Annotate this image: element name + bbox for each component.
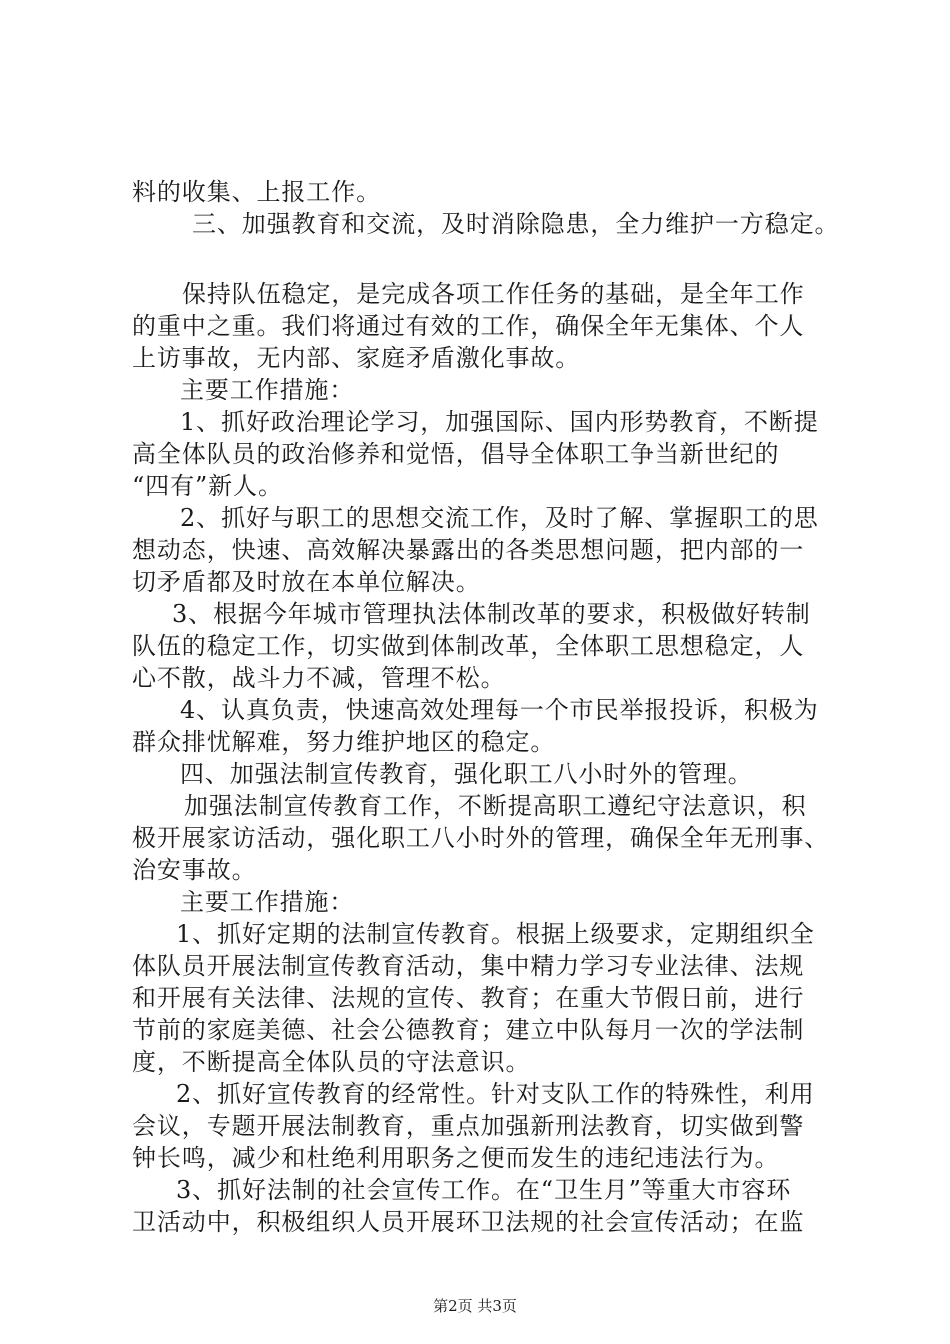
- paragraph: [132, 278, 832, 374]
- paragraph: [132, 758, 832, 790]
- text-line: 极开展家访活动，强化职工八小时外的管理，确保全年无刑事、: [132, 824, 830, 852]
- paragraph: [132, 1174, 832, 1238]
- paragraph: [132, 790, 832, 886]
- text-line: 心不散，战斗力不减，管理不松。: [132, 664, 506, 692]
- text-line: 主要工作措施：: [180, 888, 355, 916]
- paragraph: [132, 176, 832, 208]
- text-line: 治安事故。: [132, 856, 257, 884]
- text-line: 2、抓好宣传教育的经常性。针对支队工作的特殊性，利用: [176, 1080, 815, 1108]
- paragraph: [132, 406, 832, 502]
- text-line: 和开展有关法律、法规的宣传、教育；在重大节假日前，进行: [132, 984, 805, 1012]
- text-line: 度，不断提高全体队员的守法意识。: [132, 1048, 531, 1076]
- text-line: 三、加强教育和交流，及时消除隐患，全力维护一方稳定。: [192, 210, 840, 238]
- text-line: 2、抓好与职工的思想交流工作，及时了解、掌握职工的思: [180, 504, 819, 532]
- text-line: 想动态，快速、高效解决暴露出的各类思想问题，把内部的一: [132, 536, 805, 564]
- paragraph-gap: [132, 240, 832, 278]
- text-line: 群众排忧解难，努力维护地区的稳定。: [132, 728, 556, 756]
- paragraph: [132, 886, 832, 918]
- text-line: 加强法制宣传教育工作，不断提高职工遵纪守法意识，积: [184, 792, 807, 820]
- text-line: 4、认真负责，快速高效处理每一个市民举报投诉，积极为: [180, 696, 819, 724]
- paragraph: [132, 694, 832, 758]
- text-line: 3、根据今年城市管理执法体制改革的要求，积极做好转制: [172, 600, 811, 628]
- page-footer: 第2页 共3页: [433, 1297, 517, 1315]
- text-line: 1、抓好政治理论学习，加强国际、国内形势教育，不断提: [180, 408, 819, 436]
- text-line: 3、抓好法制的社会宣传工作。在“卫生月”等重大市容环: [176, 1176, 792, 1204]
- text-line: 主要工作措施：: [180, 376, 355, 404]
- text-line: 高全体队员的政治修养和觉悟，倡导全体职工争当新世纪的: [132, 440, 780, 468]
- document-body: [132, 176, 840, 1238]
- text-line: 节前的家庭美德、社会公德教育；建立中队每月一次的学法制: [132, 1016, 805, 1044]
- text-line: 体队员开展法制宣传教育活动，集中精力学习专业法律、法规: [132, 952, 805, 980]
- text-line: 料的收集、上报工作。: [132, 178, 381, 206]
- paragraph: [132, 374, 832, 406]
- paragraph: [132, 208, 840, 240]
- paragraph: [132, 598, 832, 694]
- paragraph: [132, 1078, 832, 1174]
- text-line: 四、加强法制宣传教育，强化职工八小时外的管理。: [180, 760, 753, 788]
- text-line: 的重中之重。我们将通过有效的工作，确保全年无集体、个人: [132, 312, 805, 340]
- text-line: “四有”新人。: [132, 472, 283, 500]
- paragraph: [132, 502, 832, 598]
- text-line: 会议，专题开展法制教育，重点加强新刑法教育，切实做到警: [132, 1112, 805, 1140]
- text-line: 切矛盾都及时放在本单位解决。: [132, 568, 481, 596]
- text-line: 1、抓好定期的法制宣传教育。根据上级要求，定期组织全: [176, 920, 815, 948]
- text-line: 卫活动中，积极组织人员开展环卫法规的社会宣传活动；在监: [132, 1208, 805, 1236]
- paragraph: [132, 918, 832, 1078]
- text-line: 保持队伍稳定，是完成各项工作任务的基础，是全年工作: [182, 280, 805, 308]
- text-line: 钟长鸣，减少和杜绝利用职务之便而发生的违纪违法行为。: [132, 1144, 780, 1172]
- text-line: 队伍的稳定工作，切实做到体制改革，全体职工思想稳定，人: [132, 632, 805, 660]
- text-line: 上访事故，无内部、家庭矛盾激化事故。: [132, 344, 581, 372]
